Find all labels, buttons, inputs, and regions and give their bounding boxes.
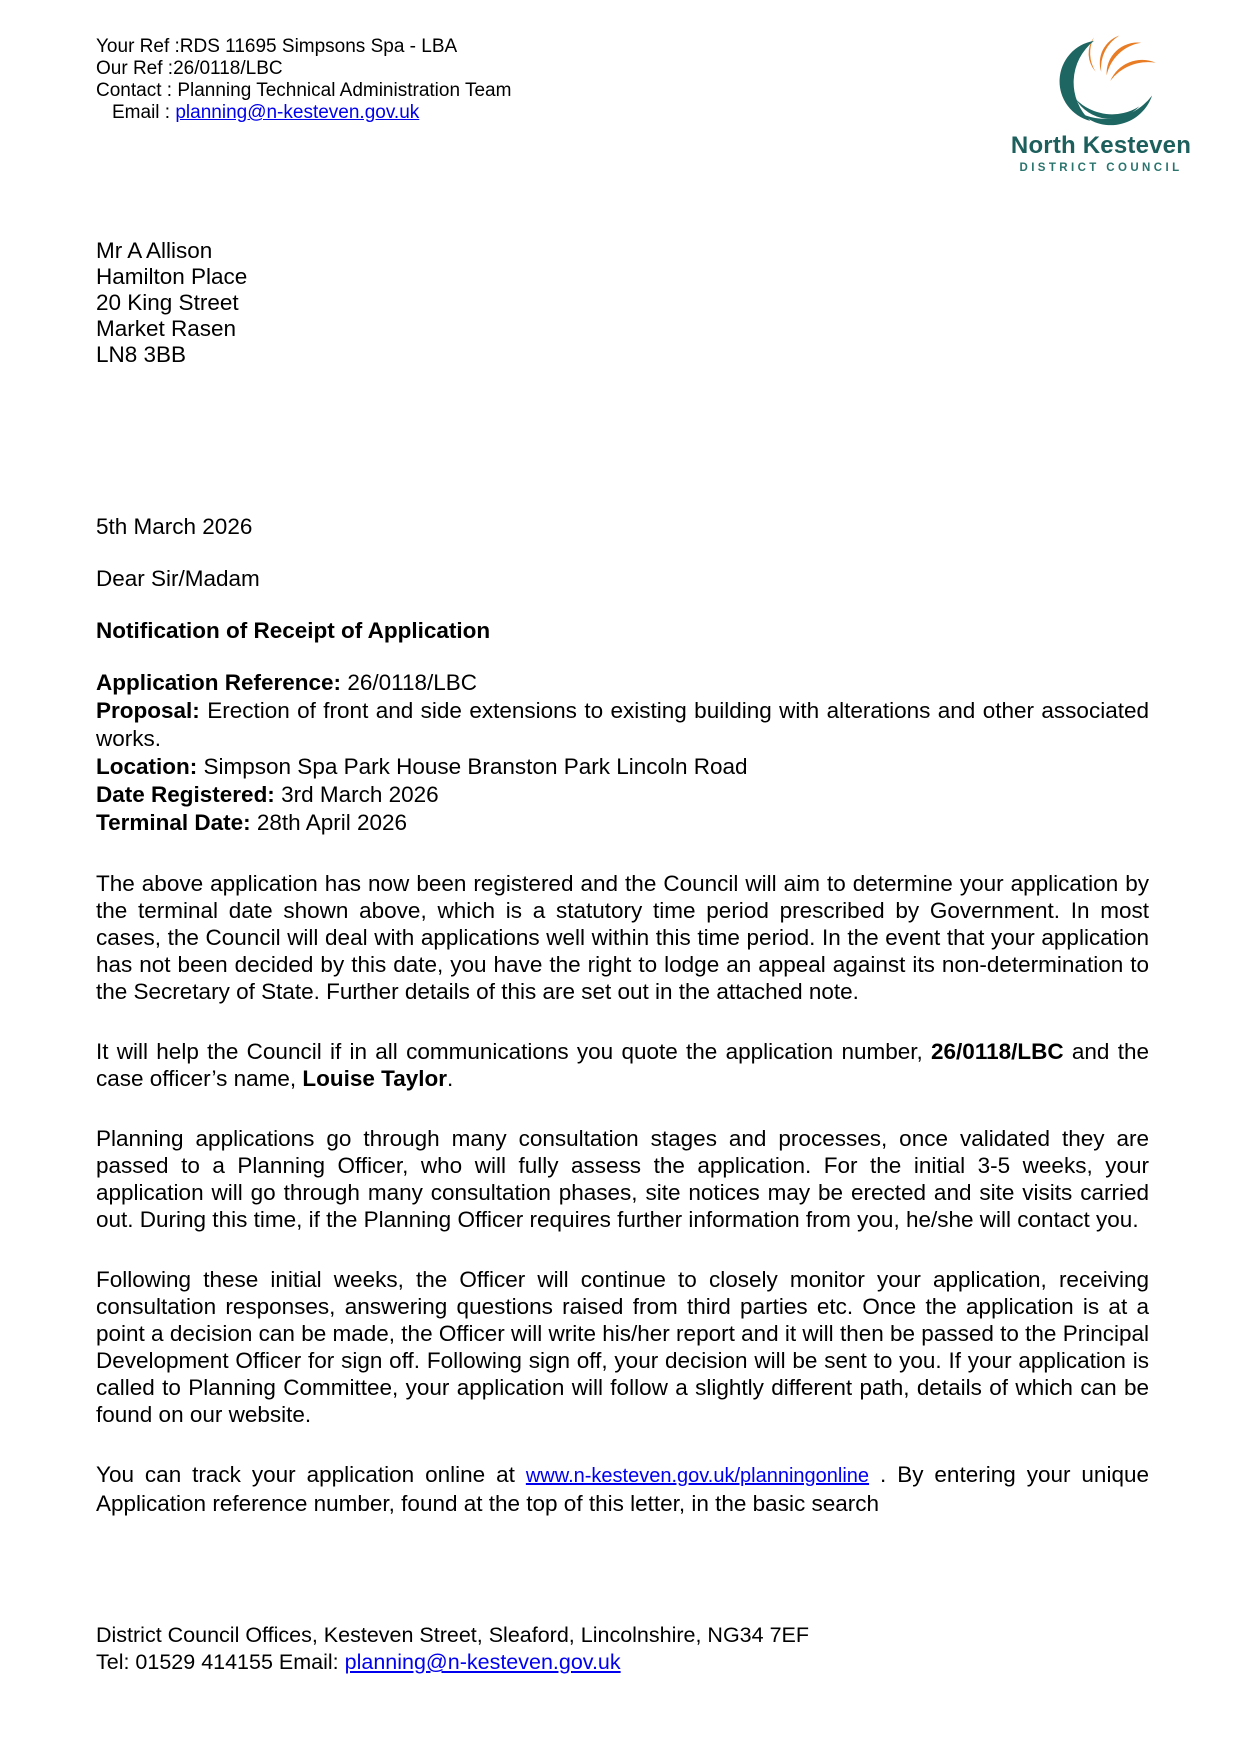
paragraph-text: and the case officer’s name, — [96, 1039, 1149, 1091]
footer-email-link[interactable]: planning@n-kesteven.gov.uk — [344, 1650, 621, 1674]
footer-contact-line — [96, 1649, 809, 1676]
recipient-line: Market Rasen — [96, 316, 237, 341]
salutation: Dear Sir/Madam — [96, 566, 260, 591]
footer-address: District Council Offices, Kesteven Street, Sleaford, Lincolnshire, NG34 7EF — [96, 1623, 809, 1647]
detail-terminal-date — [96, 809, 1149, 837]
email-label: Email : — [112, 102, 176, 123]
reference-block — [96, 36, 1149, 124]
letterhead — [96, 36, 1192, 238]
detail-value: 28th April 2026 — [256, 810, 408, 835]
paragraph-decision-process: Following these initial weeks, the Officer will continue to closely monitor your application, receiving consultation responses, answering questions raised from third parties etc. Once the application is at a point a decision can be made, the Officer will write his/her report and it will then be passed to the Principal Development Officer for sign off. Following sign off, your decision will be sent to you. If your application is called to Planning Committee, your application will follow a slightly different path, details of which can be found on our website. — [96, 1267, 1149, 1427]
recipient-line: LN8 3BB — [96, 342, 187, 367]
case-officer-name-bold: Louise Taylor — [302, 1066, 447, 1091]
application-number-bold: 26/0118/LBC — [931, 1039, 1064, 1064]
council-logo — [1001, 30, 1201, 174]
letterhead-email-link[interactable]: planning@n-kesteven.gov.uk — [175, 102, 420, 123]
contact-line: Contact : Planning Technical Administration Team — [96, 80, 512, 101]
detail-label: Location: — [96, 754, 198, 779]
letter-date: 5th March 2026 — [96, 514, 253, 539]
detail-label: Application Reference: — [96, 670, 342, 695]
detail-label: Proposal: — [96, 698, 200, 723]
detail-value: Erection of front and side extensions to existing building with alterations and other associated works. — [96, 698, 1149, 751]
recipient-line: Hamilton Place — [96, 264, 248, 289]
paragraph-text: . — [446, 1066, 454, 1091]
recipient-address — [96, 238, 1149, 368]
detail-value: Simpson Spa Park House Branston Park Lincoln Road — [203, 754, 748, 779]
footer-tel-label: Tel: 01529 414155 Email: — [96, 1650, 345, 1674]
detail-value: 3rd March 2026 — [281, 782, 439, 807]
application-details — [96, 669, 1149, 837]
recipient-line: Mr A Allison — [96, 238, 213, 263]
paragraph-text: It will help the Council if in all communications you quote the application number, — [96, 1039, 932, 1064]
detail-proposal — [96, 697, 1149, 753]
council-swirl-icon — [1047, 30, 1159, 130]
logo-subtitle: DISTRICT COUNCIL — [1019, 162, 1183, 174]
paragraph-track-online — [96, 1461, 1149, 1517]
detail-label: Terminal Date: — [96, 810, 251, 835]
letterhead-email-line — [96, 102, 1149, 124]
footer — [96, 1622, 809, 1676]
recipient-line: 20 King Street — [96, 290, 239, 315]
subject-title: Notification of Receipt of Application — [96, 618, 491, 643]
paragraph-consultation: Planning applications go through many consultation stages and processes, once validated they are passed to a Planning Officer, who will fully assess the application. For the initial 3-5 weeks, your application will go through many consultation phases, site notices may be erected and site visits carried out. During this time, if the Planning Officer requires further information from you, he/she will contact you. — [96, 1126, 1149, 1232]
our-ref-line: Our Ref :26/0118/LBC — [96, 58, 283, 79]
paragraph-quote-reference — [96, 1038, 1149, 1092]
paragraph-text: You can track your application online at — [96, 1462, 526, 1487]
detail-label: Date Registered: — [96, 782, 275, 807]
logo-name: North Kesteven — [1010, 132, 1192, 159]
detail-location — [96, 753, 1149, 781]
detail-date-registered — [96, 781, 1149, 809]
detail-application-reference — [96, 669, 1149, 697]
planning-online-link[interactable]: www.n-kesteven.gov.uk/planningonline — [525, 1465, 870, 1487]
paragraph-registration: The above application has now been registered and the Council will aim to determine your application by the terminal date shown above, which is a statutory time period prescribed by Government. In most cases, the Council will deal with applications well within this time period. In the event that your application has not been decided by this date, you have the right to lodge an appeal against its non-determination to the Secretary of State. Further details of this are set out in the attached note. — [96, 871, 1149, 1004]
detail-value: 26/0118/LBC — [347, 670, 478, 695]
your-ref-line: Your Ref :RDS 11695 Simpsons Spa - LBA — [96, 36, 458, 57]
paragraph-text: . By entering your unique Application reference number, found at the top of this letter, in the basic search — [96, 1462, 1149, 1516]
